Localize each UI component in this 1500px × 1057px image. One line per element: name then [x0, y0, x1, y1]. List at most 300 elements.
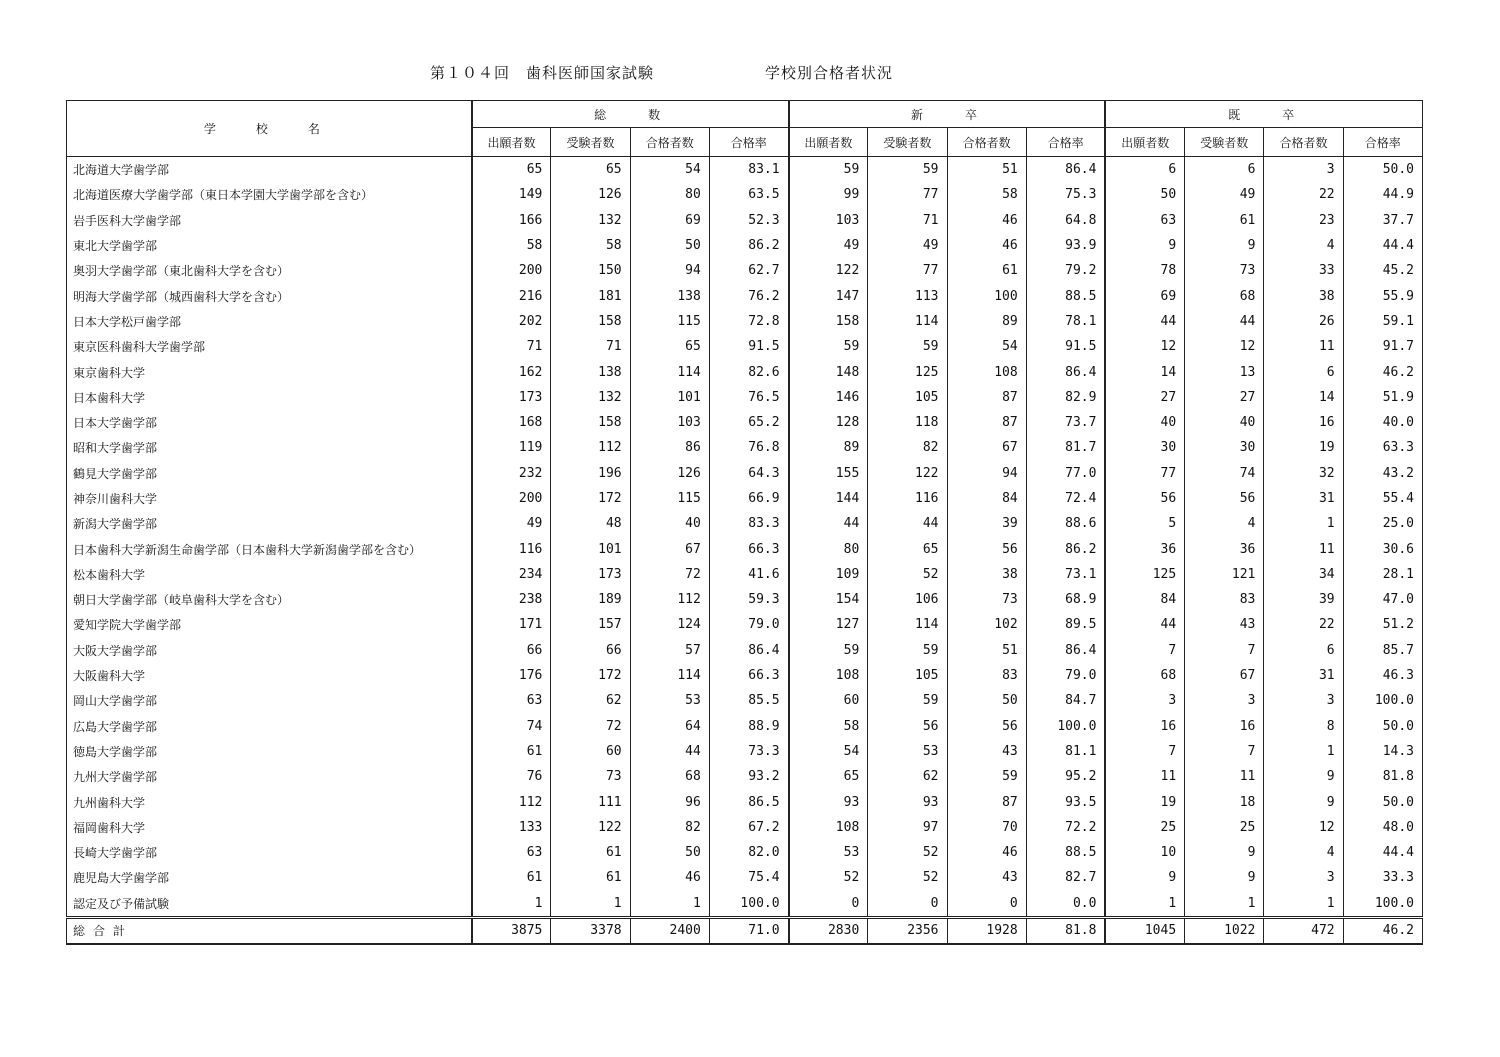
value-cell: 63	[472, 840, 551, 865]
value-cell: 112	[630, 587, 709, 612]
value-cell: 99	[789, 182, 868, 207]
value-cell: 103	[789, 208, 868, 233]
value-cell: 108	[789, 663, 868, 688]
school-name-cell: 大阪歯科大学	[67, 663, 472, 688]
value-cell: 181	[551, 283, 630, 308]
value-cell: 16	[1264, 410, 1343, 435]
value-cell: 44	[1185, 309, 1264, 334]
value-cell: 71	[472, 334, 551, 359]
value-cell: 11	[1105, 764, 1184, 789]
value-cell: 173	[472, 385, 551, 410]
value-cell: 3	[1264, 688, 1343, 713]
value-cell: 166	[472, 208, 551, 233]
value-cell: 56	[947, 714, 1026, 739]
column-header: 受験者数	[1185, 128, 1264, 157]
value-cell: 200	[472, 486, 551, 511]
value-cell: 1	[630, 891, 709, 918]
table-header	[67, 101, 1423, 157]
value-cell: 9	[1264, 764, 1343, 789]
value-cell: 238	[472, 587, 551, 612]
table-row	[67, 385, 1423, 410]
value-cell: 202	[472, 309, 551, 334]
value-cell: 61	[551, 840, 630, 865]
value-cell: 86	[630, 435, 709, 460]
value-cell: 44	[1105, 309, 1184, 334]
value-cell: 80	[630, 182, 709, 207]
value-cell: 216	[472, 283, 551, 308]
school-name-cell: 日本歯科大学新潟生命歯学部（日本歯科大学新潟歯学部を含む）	[67, 536, 472, 561]
value-cell: 86.4	[1026, 638, 1105, 663]
value-cell: 46.3	[1343, 663, 1422, 688]
table-row	[67, 840, 1423, 865]
value-cell: 59.3	[709, 587, 788, 612]
value-cell: 100.0	[709, 891, 788, 918]
value-cell: 9	[1264, 789, 1343, 814]
value-cell: 14	[1105, 359, 1184, 384]
value-cell: 85.5	[709, 688, 788, 713]
value-cell: 23	[1264, 208, 1343, 233]
value-cell: 56	[868, 714, 947, 739]
school-name-cell: 広島大学歯学部	[67, 714, 472, 739]
results-table	[66, 100, 1423, 945]
value-cell: 172	[551, 486, 630, 511]
table-row	[67, 359, 1423, 384]
value-cell: 62.7	[709, 258, 788, 283]
table-row	[67, 714, 1423, 739]
value-cell: 7	[1185, 739, 1264, 764]
total-value-cell: 1022	[1185, 917, 1264, 944]
value-cell: 4	[1264, 233, 1343, 258]
table-row	[67, 587, 1423, 612]
value-cell: 1	[1264, 511, 1343, 536]
value-cell: 46.2	[1343, 359, 1422, 384]
value-cell: 65	[789, 764, 868, 789]
value-cell: 81.1	[1026, 739, 1105, 764]
value-cell: 54	[630, 157, 709, 183]
value-cell: 0	[789, 891, 868, 918]
value-cell: 84	[947, 486, 1026, 511]
value-cell: 88.9	[709, 714, 788, 739]
value-cell: 41.6	[709, 562, 788, 587]
value-cell: 52	[868, 840, 947, 865]
value-cell: 114	[868, 612, 947, 637]
value-cell: 62	[551, 688, 630, 713]
school-name-cell: 鹿児島大学歯学部	[67, 865, 472, 890]
total-value-cell: 2356	[868, 917, 947, 944]
value-cell: 128	[789, 410, 868, 435]
value-cell: 176	[472, 663, 551, 688]
value-cell: 47.0	[1343, 587, 1422, 612]
value-cell: 50	[630, 233, 709, 258]
value-cell: 80	[789, 536, 868, 561]
value-cell: 59	[868, 688, 947, 713]
table-row	[67, 157, 1423, 183]
value-cell: 86.5	[709, 789, 788, 814]
value-cell: 86.2	[709, 233, 788, 258]
value-cell: 101	[630, 385, 709, 410]
value-cell: 19	[1105, 789, 1184, 814]
value-cell: 88.6	[1026, 511, 1105, 536]
value-cell: 127	[789, 612, 868, 637]
value-cell: 38	[1264, 283, 1343, 308]
value-cell: 40	[1105, 410, 1184, 435]
value-cell: 39	[947, 511, 1026, 536]
total-value-cell: 3378	[551, 917, 630, 944]
value-cell: 3	[1264, 157, 1343, 183]
value-cell: 55.9	[1343, 283, 1422, 308]
value-cell: 46	[947, 233, 1026, 258]
total-value-cell: 3875	[472, 917, 551, 944]
value-cell: 73	[1185, 258, 1264, 283]
value-cell: 79.2	[1026, 258, 1105, 283]
value-cell: 61	[472, 739, 551, 764]
value-cell: 51	[947, 638, 1026, 663]
value-cell: 51.9	[1343, 385, 1422, 410]
value-cell: 1	[1105, 891, 1184, 918]
value-cell: 89.5	[1026, 612, 1105, 637]
value-cell: 64.3	[709, 461, 788, 486]
column-header: 合格者数	[947, 128, 1026, 157]
value-cell: 112	[551, 435, 630, 460]
value-cell: 83.1	[709, 157, 788, 183]
value-cell: 11	[1185, 764, 1264, 789]
value-cell: 37.7	[1343, 208, 1422, 233]
table-row	[67, 865, 1423, 890]
school-name-cell: 東京医科歯科大学歯学部	[67, 334, 472, 359]
value-cell: 83.3	[709, 511, 788, 536]
value-cell: 49	[1185, 182, 1264, 207]
value-cell: 86.4	[1026, 157, 1105, 183]
school-name-cell: 九州大学歯学部	[67, 764, 472, 789]
table-row	[67, 435, 1423, 460]
value-cell: 75.3	[1026, 182, 1105, 207]
school-name-cell: 岩手医科大学歯学部	[67, 208, 472, 233]
value-cell: 86.4	[1026, 359, 1105, 384]
value-cell: 82.0	[709, 840, 788, 865]
value-cell: 6	[1105, 157, 1184, 183]
column-header: 合格率	[1343, 128, 1422, 157]
value-cell: 73.3	[709, 739, 788, 764]
value-cell: 65	[472, 157, 551, 183]
value-cell: 30	[1105, 435, 1184, 460]
value-cell: 45.2	[1343, 258, 1422, 283]
value-cell: 173	[551, 562, 630, 587]
value-cell: 8	[1264, 714, 1343, 739]
value-cell: 14	[1264, 385, 1343, 410]
value-cell: 76.5	[709, 385, 788, 410]
value-cell: 73.1	[1026, 562, 1105, 587]
value-cell: 116	[472, 536, 551, 561]
value-cell: 61	[472, 865, 551, 890]
value-cell: 100.0	[1343, 891, 1422, 918]
value-cell: 86.2	[1026, 536, 1105, 561]
page-subtitle: 学校別合格者状況	[765, 64, 894, 82]
value-cell: 105	[868, 385, 947, 410]
value-cell: 158	[789, 309, 868, 334]
value-cell: 53	[868, 739, 947, 764]
value-cell: 157	[551, 612, 630, 637]
value-cell: 94	[947, 461, 1026, 486]
total-row	[67, 917, 1423, 944]
column-header: 合格率	[1026, 128, 1105, 157]
value-cell: 126	[551, 182, 630, 207]
value-cell: 189	[551, 587, 630, 612]
value-cell: 1	[1264, 739, 1343, 764]
value-cell: 40	[1185, 410, 1264, 435]
school-name-cell: 岡山大学歯学部	[67, 688, 472, 713]
value-cell: 65.2	[709, 410, 788, 435]
value-cell: 95.2	[1026, 764, 1105, 789]
value-cell: 58	[472, 233, 551, 258]
value-cell: 31	[1264, 663, 1343, 688]
table-row	[67, 815, 1423, 840]
table-row	[67, 612, 1423, 637]
value-cell: 122	[551, 815, 630, 840]
page-title: 第１０４回 歯科医師国家試験	[430, 64, 655, 82]
value-cell: 68	[1185, 283, 1264, 308]
value-cell: 54	[789, 739, 868, 764]
value-cell: 28.1	[1343, 562, 1422, 587]
value-cell: 114	[630, 359, 709, 384]
value-cell: 88.5	[1026, 840, 1105, 865]
value-cell: 10	[1105, 840, 1184, 865]
value-cell: 102	[947, 612, 1026, 637]
value-cell: 52	[789, 865, 868, 890]
value-cell: 38	[947, 562, 1026, 587]
value-cell: 51.2	[1343, 612, 1422, 637]
value-cell: 109	[789, 562, 868, 587]
group-header-total: 総 数	[472, 101, 789, 128]
value-cell: 93	[868, 789, 947, 814]
table-body	[67, 157, 1423, 918]
value-cell: 162	[472, 359, 551, 384]
value-cell: 93.5	[1026, 789, 1105, 814]
column-header: 出願者数	[472, 128, 551, 157]
value-cell: 9	[1185, 840, 1264, 865]
value-cell: 31	[1264, 486, 1343, 511]
value-cell: 50	[947, 688, 1026, 713]
value-cell: 50.0	[1343, 157, 1422, 183]
value-cell: 49	[789, 233, 868, 258]
value-cell: 48.0	[1343, 815, 1422, 840]
table-row	[67, 486, 1423, 511]
value-cell: 12	[1264, 815, 1343, 840]
value-cell: 79.0	[709, 612, 788, 637]
value-cell: 58	[947, 182, 1026, 207]
value-cell: 119	[472, 435, 551, 460]
school-name-cell: 徳島大学歯学部	[67, 739, 472, 764]
table-row	[67, 739, 1423, 764]
value-cell: 86.4	[709, 638, 788, 663]
value-cell: 155	[789, 461, 868, 486]
value-cell: 16	[1105, 714, 1184, 739]
school-name-cell: 認定及び予備試験	[67, 891, 472, 918]
value-cell: 77	[868, 182, 947, 207]
value-cell: 76	[472, 764, 551, 789]
table-row	[67, 511, 1423, 536]
school-name-cell: 朝日大学歯学部（岐阜歯科大学を含む）	[67, 587, 472, 612]
value-cell: 60	[789, 688, 868, 713]
value-cell: 12	[1185, 334, 1264, 359]
value-cell: 59	[868, 638, 947, 663]
value-cell: 1	[1264, 891, 1343, 918]
value-cell: 87	[947, 385, 1026, 410]
group-header-previous-graduates: 既 卒	[1105, 101, 1422, 128]
school-name-cell: 神奈川歯科大学	[67, 486, 472, 511]
value-cell: 172	[551, 663, 630, 688]
value-cell: 57	[630, 638, 709, 663]
value-cell: 44.4	[1343, 233, 1422, 258]
value-cell: 74	[1185, 461, 1264, 486]
value-cell: 40.0	[1343, 410, 1422, 435]
value-cell: 59	[868, 334, 947, 359]
value-cell: 234	[472, 562, 551, 587]
value-cell: 27	[1105, 385, 1184, 410]
value-cell: 25	[1185, 815, 1264, 840]
value-cell: 71	[868, 208, 947, 233]
value-cell: 6	[1264, 359, 1343, 384]
column-header: 合格率	[709, 128, 788, 157]
value-cell: 73	[947, 587, 1026, 612]
value-cell: 132	[551, 385, 630, 410]
total-value-cell: 1045	[1105, 917, 1184, 944]
value-cell: 36	[1105, 536, 1184, 561]
value-cell: 113	[868, 283, 947, 308]
value-cell: 138	[551, 359, 630, 384]
value-cell: 81.7	[1026, 435, 1105, 460]
value-cell: 125	[1105, 562, 1184, 587]
value-cell: 43	[1185, 612, 1264, 637]
value-cell: 52	[868, 865, 947, 890]
value-cell: 101	[551, 536, 630, 561]
value-cell: 88.5	[1026, 283, 1105, 308]
value-cell: 148	[789, 359, 868, 384]
value-cell: 1	[1185, 891, 1264, 918]
total-value-cell: 472	[1264, 917, 1343, 944]
value-cell: 108	[947, 359, 1026, 384]
value-cell: 3	[1185, 688, 1264, 713]
value-cell: 72.4	[1026, 486, 1105, 511]
value-cell: 12	[1105, 334, 1184, 359]
value-cell: 50.0	[1343, 789, 1422, 814]
value-cell: 43.2	[1343, 461, 1422, 486]
value-cell: 103	[630, 410, 709, 435]
school-name-cell: 日本歯科大学	[67, 385, 472, 410]
school-name-cell: 北海道大学歯学部	[67, 157, 472, 183]
value-cell: 97	[868, 815, 947, 840]
value-cell: 72.8	[709, 309, 788, 334]
value-cell: 9	[1185, 865, 1264, 890]
table-row	[67, 283, 1423, 308]
value-cell: 3	[1105, 688, 1184, 713]
value-cell: 122	[789, 258, 868, 283]
table-row	[67, 891, 1423, 918]
value-cell: 25	[1105, 815, 1184, 840]
value-cell: 63	[1105, 208, 1184, 233]
value-cell: 82.9	[1026, 385, 1105, 410]
school-name-header: 学 校 名	[67, 101, 472, 157]
table-row	[67, 562, 1423, 587]
value-cell: 71	[551, 334, 630, 359]
value-cell: 54	[947, 334, 1026, 359]
value-cell: 56	[1105, 486, 1184, 511]
value-cell: 59	[947, 764, 1026, 789]
total-value-cell: 2830	[789, 917, 868, 944]
value-cell: 22	[1264, 612, 1343, 637]
value-cell: 39	[1264, 587, 1343, 612]
value-cell: 121	[1185, 562, 1264, 587]
total-value-cell: 1928	[947, 917, 1026, 944]
value-cell: 125	[868, 359, 947, 384]
value-cell: 33	[1264, 258, 1343, 283]
value-cell: 138	[630, 283, 709, 308]
table-row	[67, 663, 1423, 688]
value-cell: 44	[868, 511, 947, 536]
value-cell: 75.4	[709, 865, 788, 890]
value-cell: 50	[630, 840, 709, 865]
value-cell: 43	[947, 739, 1026, 764]
value-cell: 66	[551, 638, 630, 663]
value-cell: 44.4	[1343, 840, 1422, 865]
value-cell: 7	[1185, 638, 1264, 663]
value-cell: 65	[868, 536, 947, 561]
value-cell: 171	[472, 612, 551, 637]
value-cell: 44	[789, 511, 868, 536]
value-cell: 91.7	[1343, 334, 1422, 359]
table-row	[67, 688, 1423, 713]
value-cell: 73.7	[1026, 410, 1105, 435]
value-cell: 19	[1264, 435, 1343, 460]
value-cell: 55.4	[1343, 486, 1422, 511]
value-cell: 132	[551, 208, 630, 233]
value-cell: 147	[789, 283, 868, 308]
value-cell: 82	[868, 435, 947, 460]
value-cell: 126	[630, 461, 709, 486]
value-cell: 66.3	[709, 536, 788, 561]
value-cell: 116	[868, 486, 947, 511]
value-cell: 93.9	[1026, 233, 1105, 258]
value-cell: 6	[1185, 157, 1264, 183]
value-cell: 65	[551, 157, 630, 183]
value-cell: 40	[630, 511, 709, 536]
total-value-cell: 46.2	[1343, 917, 1422, 944]
value-cell: 63	[472, 688, 551, 713]
value-cell: 3	[1264, 865, 1343, 890]
value-cell: 81.8	[1343, 764, 1422, 789]
table-row	[67, 309, 1423, 334]
value-cell: 9	[1185, 233, 1264, 258]
value-cell: 111	[551, 789, 630, 814]
value-cell: 13	[1185, 359, 1264, 384]
value-cell: 67	[1185, 663, 1264, 688]
value-cell: 66.9	[709, 486, 788, 511]
table-row	[67, 208, 1423, 233]
column-header: 受験者数	[868, 128, 947, 157]
value-cell: 200	[472, 258, 551, 283]
value-cell: 158	[551, 309, 630, 334]
table-row	[67, 764, 1423, 789]
value-cell: 62	[868, 764, 947, 789]
value-cell: 144	[789, 486, 868, 511]
value-cell: 149	[472, 182, 551, 207]
value-cell: 9	[1105, 233, 1184, 258]
total-label: 総合計	[67, 917, 472, 944]
school-name-cell: 福岡歯科大学	[67, 815, 472, 840]
value-cell: 74	[472, 714, 551, 739]
value-cell: 67	[947, 435, 1026, 460]
value-cell: 59	[789, 334, 868, 359]
value-cell: 122	[868, 461, 947, 486]
